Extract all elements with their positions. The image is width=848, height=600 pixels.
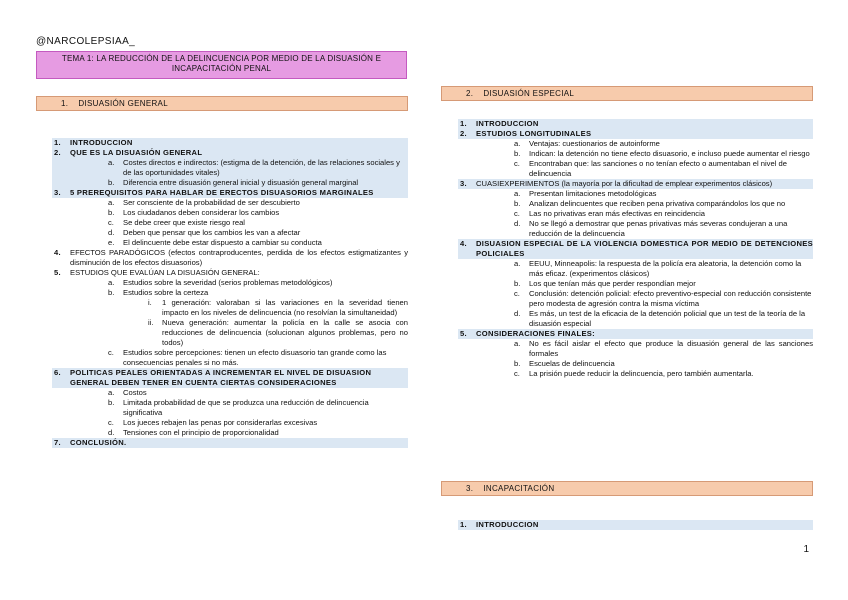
list-item-number: 4. bbox=[460, 239, 467, 248]
list-item-number: a. bbox=[514, 339, 521, 348]
list-item-number: d. bbox=[514, 309, 521, 318]
list-item-text: Los ciudadanos deben considerar los cambios bbox=[123, 208, 280, 217]
list-item-number: 1. bbox=[460, 520, 467, 529]
list-item-number: 5. bbox=[460, 329, 467, 338]
left-column-content bbox=[52, 138, 408, 448]
author-handle: @NARCOLEPSIAA_ bbox=[36, 36, 136, 47]
document-title: TEMA 1: LA REDUCCIÓN DE LA DELINCUENCIA POR MEDIO DE LA DISUASIÓN E INCAPACITACIÓN PENAL bbox=[36, 51, 407, 79]
list-item-number: c. bbox=[514, 159, 520, 168]
list-item-number: e. bbox=[108, 238, 115, 247]
list-item-text: ESTUDIOS LONGITUDINALES bbox=[476, 129, 592, 138]
list-item bbox=[458, 149, 813, 159]
list-item-number: 4. bbox=[54, 248, 61, 257]
section-header-disuasion-general bbox=[36, 96, 408, 111]
list-item-number: a. bbox=[514, 139, 521, 148]
section-label: DISUASIÓN ESPECIAL bbox=[483, 89, 575, 98]
list-item-text: Deben que pensar que los cambios les van a afectar bbox=[123, 228, 301, 237]
list-item-text: Analizan delincuentes que reciben pena privativa comparándolos los que no bbox=[529, 199, 786, 208]
section-label: INCAPACITACIÓN bbox=[483, 484, 555, 493]
list-item-text: Escuelas de delincuencia bbox=[529, 359, 615, 368]
list-item-number: 7. bbox=[54, 438, 61, 447]
list-item-text: La prisión puede reducir la delincuencia, pero también aumentarla. bbox=[529, 369, 754, 378]
list-item-number: ii. bbox=[148, 318, 154, 327]
list-item-text: 5 PREREQUISITOS PARA HABLAR DE ERECTOS DISUASORIOS MARGINALES bbox=[70, 188, 374, 197]
list-item-number: a. bbox=[108, 278, 115, 287]
list-item bbox=[52, 288, 408, 298]
list-item-number: b. bbox=[108, 178, 115, 187]
list-item-number: 3. bbox=[54, 188, 61, 197]
list-item-number: 1. bbox=[460, 119, 467, 128]
list-item-text: Estudios sobre la severidad (serios problemas metodológicos) bbox=[123, 278, 333, 287]
section-header-disuasion-especial bbox=[441, 86, 813, 101]
list-item bbox=[52, 438, 408, 448]
list-item-text: ESTUDIOS QUE EVALÚAN LA DISUASIÓN GENERAL: bbox=[70, 268, 260, 277]
list-item-text: CUASIEXPERIMENTOS (la mayoría por la dificultad de emplear experimentos clásicos) bbox=[476, 179, 773, 188]
list-item bbox=[52, 418, 408, 428]
list-item-text: DISUASION ESPECIAL DE LA VIOLENCIA DOMESTICA POR MEDIO DE DETENCIONES POLICIALES bbox=[476, 239, 813, 258]
list-item bbox=[52, 158, 408, 178]
list-item-text: INTRODUCCION bbox=[70, 138, 133, 147]
list-item bbox=[458, 189, 813, 199]
list-item-number: 5. bbox=[54, 268, 61, 277]
list-item bbox=[458, 369, 813, 379]
list-item-text: Las no privativas eran más efectivas en reincidencia bbox=[529, 209, 706, 218]
list-item bbox=[52, 428, 408, 438]
list-item bbox=[52, 138, 408, 148]
list-item-text: Diferencia entre disuasión general inicial y disuasión general marginal bbox=[123, 178, 359, 187]
list-item-number: b. bbox=[108, 288, 115, 297]
list-item-number: b. bbox=[514, 279, 521, 288]
list-item-text: INTRODUCCION bbox=[476, 520, 539, 529]
list-item bbox=[458, 179, 813, 189]
list-item-text: Encontraban que: las sanciones o no tenían efecto o aumentaban el nivel de delincuencia bbox=[529, 159, 787, 178]
list-item-number: b. bbox=[108, 208, 115, 217]
list-item bbox=[458, 129, 813, 139]
list-item bbox=[52, 268, 408, 278]
list-item-text: EFECTOS PARADÓGICOS (efectos contraproducentes, perdida de los efectos estigmatizantes y disminución de los efectos disuasorios) bbox=[70, 248, 408, 267]
list-item-number: a. bbox=[108, 158, 115, 167]
list-item-text: INTRODUCCION bbox=[476, 119, 539, 128]
list-item bbox=[52, 318, 408, 348]
list-item-text: Costes directos e indirectos: (estigma de la detención, de las relaciones sociales y de las oportunidades vitales) bbox=[123, 158, 400, 177]
list-item bbox=[52, 178, 408, 188]
list-item-number: c. bbox=[514, 289, 520, 298]
list-item-text: Ser consciente de la probabilidad de ser descubierto bbox=[123, 198, 300, 207]
list-item bbox=[458, 139, 813, 149]
list-item bbox=[52, 208, 408, 218]
list-item-text: No es fácil aislar el efecto que produce la disuasión general de las sanciones formales bbox=[529, 339, 813, 358]
list-item-text: Los jueces rebajen las penas por considerarlas excesivas bbox=[123, 418, 318, 427]
list-item bbox=[458, 309, 813, 329]
list-item-number: d. bbox=[108, 428, 115, 437]
list-item-text: Estudios sobre la certeza bbox=[123, 288, 209, 297]
section-label: DISUASIÓN GENERAL bbox=[78, 99, 168, 108]
list-item-text: POLITICAS PEALES ORIENTADAS A INCREMENTAR EL NIVEL DE DISUASION GENERAL DEBEN TENER EN CUENTA CIERTAS CONSIDERACIONES bbox=[70, 368, 372, 387]
list-item-number: 6. bbox=[54, 368, 61, 377]
list-item bbox=[458, 199, 813, 209]
list-item-number: d. bbox=[514, 219, 521, 228]
list-item bbox=[458, 239, 813, 259]
list-item bbox=[52, 238, 408, 248]
list-item-text: QUE ES LA DISUASIÓN GENERAL bbox=[70, 148, 203, 157]
list-item-number: c. bbox=[108, 418, 114, 427]
list-item-text: Ventajas: cuestionarios de autoinforme bbox=[529, 139, 660, 148]
list-item-text: EEUU, Minneapolis: la respuesta de la policía era aleatoria, la detención como la más eficaz. (experimentos clásicos) bbox=[529, 259, 802, 278]
right-column-content bbox=[458, 119, 813, 379]
list-item-text: CONSIDERACIONES FINALES: bbox=[476, 329, 596, 338]
page-number: 1 bbox=[803, 544, 809, 555]
list-item bbox=[52, 198, 408, 208]
list-item bbox=[458, 159, 813, 179]
section-number: 2. bbox=[466, 89, 474, 98]
list-item bbox=[458, 119, 813, 129]
list-item bbox=[52, 388, 408, 398]
list-item bbox=[458, 209, 813, 219]
list-item bbox=[52, 278, 408, 288]
section-header-incapacitacion bbox=[441, 481, 813, 496]
list-item-number: b. bbox=[514, 149, 521, 158]
list-item bbox=[52, 148, 408, 158]
list-item-text: 1 generación: valoraban si las variaciones en la severidad tienen impacto en los niveles de delincuencia (no resolvían la simultaneidad) bbox=[162, 298, 408, 317]
list-item-number: a. bbox=[108, 388, 115, 397]
list-item bbox=[52, 298, 408, 318]
list-item-text: Estudios sobre percepciones: tienen un efecto disuasorio tan grande como las consecuencias penales si no más. bbox=[123, 348, 387, 367]
list-item-text: CONCLUSIÓN. bbox=[70, 438, 127, 447]
list-item bbox=[458, 329, 813, 339]
list-item-number: b. bbox=[514, 359, 521, 368]
list-item-text: Conclusión: detención policial: efecto preventivo-especial con reducción consistente pero modesta de agresión contra la misma víctima bbox=[529, 289, 812, 308]
list-item-number: d. bbox=[108, 228, 115, 237]
list-item bbox=[458, 520, 813, 530]
list-item bbox=[458, 339, 813, 359]
list-item-number: i. bbox=[148, 298, 152, 307]
list-item bbox=[458, 219, 813, 239]
list-item-text: Nueva generación: aumentar la policía en la calle se asocia con reducciones de delincuencia (solucionan algunos problemas, pero no todos) bbox=[162, 318, 408, 347]
list-item bbox=[458, 279, 813, 289]
list-item-text: Tensiones con el principio de proporcionalidad bbox=[123, 428, 279, 437]
list-item-number: b. bbox=[514, 199, 521, 208]
list-item bbox=[458, 289, 813, 309]
section-number: 1. bbox=[61, 99, 69, 108]
list-item-text: Se debe creer que existe riesgo real bbox=[123, 218, 245, 227]
list-item-number: c. bbox=[514, 369, 520, 378]
list-item-text: Limitada probabilidad de que se produzca una reducción de delincuencia significativa bbox=[123, 398, 369, 417]
list-item-text: El delincuente debe estar dispuesto a cambiar su conducta bbox=[123, 238, 322, 247]
list-item bbox=[52, 188, 408, 198]
list-item-number: a. bbox=[514, 259, 521, 268]
list-item-number: 2. bbox=[54, 148, 61, 157]
list-item-text: Indican: la detención no tiene efecto disuasorio, e incluso puede aumentar el riesgo bbox=[529, 149, 810, 158]
list-item-number: c. bbox=[108, 218, 114, 227]
list-item-text: Los que tenían más que perder respondían mejor bbox=[529, 279, 696, 288]
right-column-content-2 bbox=[458, 520, 813, 530]
list-item bbox=[52, 228, 408, 238]
list-item-number: c. bbox=[514, 209, 520, 218]
list-item bbox=[52, 368, 408, 388]
list-item bbox=[52, 348, 408, 368]
list-item-number: b. bbox=[108, 398, 115, 407]
list-item-text: Costos bbox=[123, 388, 147, 397]
list-item-number: 1. bbox=[54, 138, 61, 147]
list-item-text: No se llegó a demostrar que penas privativas más severas condujeran a una reducción de la delincuencia bbox=[529, 219, 788, 238]
list-item-text: Es más, un test de la eficacia de la detención policial que un test de la teoría de la disuasión especial bbox=[529, 309, 806, 328]
list-item-number: 2. bbox=[460, 129, 467, 138]
list-item bbox=[458, 359, 813, 369]
section-number: 3. bbox=[466, 484, 474, 493]
list-item-number: c. bbox=[108, 348, 114, 357]
list-item bbox=[52, 398, 408, 418]
list-item-number: a. bbox=[514, 189, 521, 198]
list-item bbox=[52, 248, 408, 268]
list-item-number: a. bbox=[108, 198, 115, 207]
list-item bbox=[52, 218, 408, 228]
list-item-number: 3. bbox=[460, 179, 467, 188]
list-item bbox=[458, 259, 813, 279]
list-item-text: Presentan limitaciones metodológicas bbox=[529, 189, 657, 198]
